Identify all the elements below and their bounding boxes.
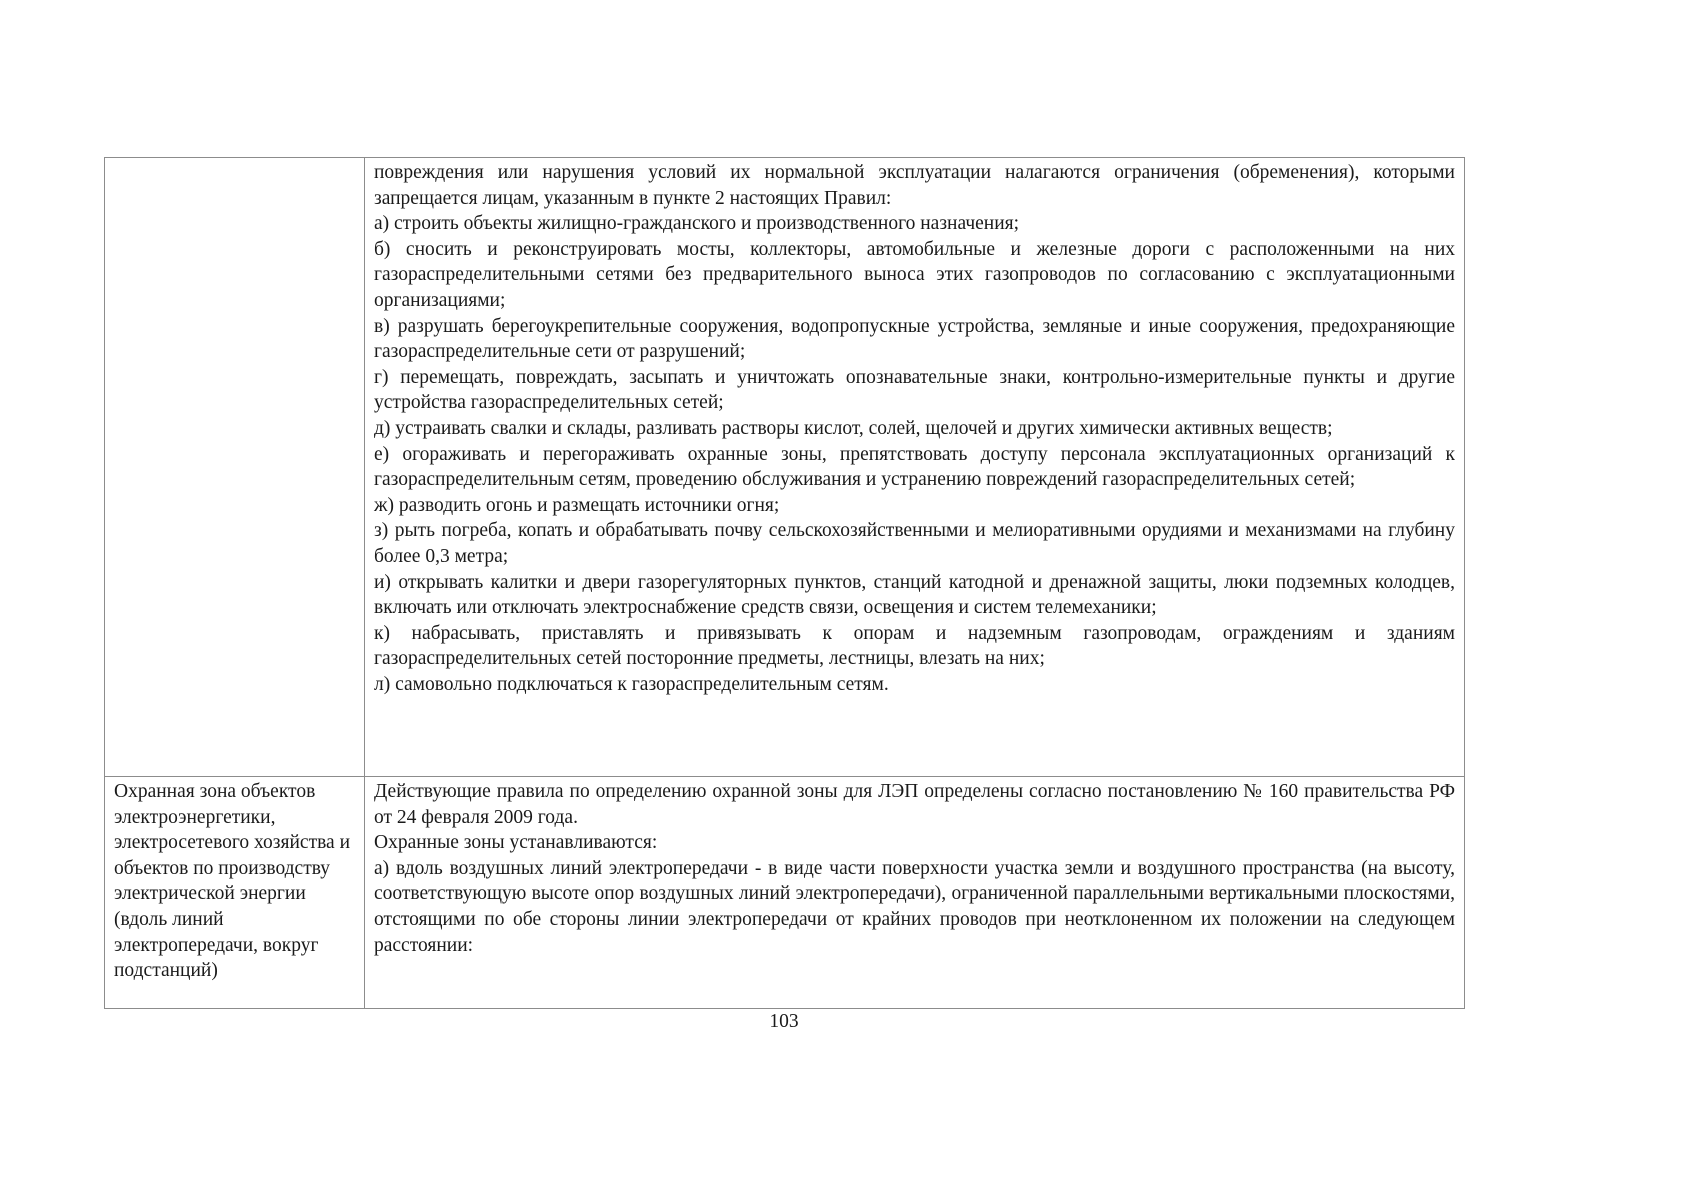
zone-name-cell bbox=[105, 158, 365, 777]
list-item: д) устраивать свалки и склады, разливать растворы кислот, солей, щелочей и других химически активных веществ; bbox=[374, 417, 1333, 439]
paragraph: повреждения или нарушения условий их нормальной эксплуатации налагаются ограничения (обременения), которыми запрещается лицам, указанным в пункте 2 настоящих Правил: bbox=[374, 162, 1455, 209]
zone-description-cell bbox=[365, 777, 1465, 1009]
list-item: г) перемещать, повреждать, засыпать и уничтожать опознавательные знаки, контрольно-измерительные пункты и другие устройства газораспределительных сетей; bbox=[374, 366, 1455, 414]
list-item: е) огораживать и перегораживать охранные зоны, препятствовать доступу персонала эксплуатационных организаций к газораспределительным сетям, проведению обслуживания и устранению повреждений газораспределительных сетей; bbox=[374, 443, 1455, 491]
list-item: б) сносить и реконструировать мосты, коллекторы, автомобильные и железные дороги с расположенными на них газораспределительными сетями без предварительного выноса этих газопроводов по согласованию с эксплуатационными организациями; bbox=[374, 238, 1455, 311]
table-row bbox=[105, 777, 1465, 1009]
list-item: а) вдоль воздушных линий электропередачи - в виде части поверхности участка земли и воздушного пространства (на высоту, соответствующую высоте опор воздушных линий электропередачи), ограниченной параллельными вертикальными плоскостями, отстоящими по обе стороны линии электропередачи от крайних проводов при неотклоненном их положении на следующем расстоянии: bbox=[374, 857, 1455, 956]
list-item: л) самовольно подключаться к газораспределительным сетям. bbox=[374, 673, 889, 695]
zone-description-cell bbox=[365, 158, 1465, 777]
list-item: в) разрушать берегоукрепительные сооружения, водопропускные устройства, земляные и иные сооружения, предохраняющие газораспределительные сети от разрушений; bbox=[374, 315, 1455, 363]
paragraph: Действующие правила по определению охранной зоны для ЛЭП определены согласно постановлению № 160 правительства РФ от 24 февраля 2009 года. bbox=[374, 781, 1455, 828]
zone-name-cell: Охранная зона объектов электроэнергетики, электросетевого хозяйства и объектов по производству электрической энергии (вдоль линий электропередачи, вокруг подстанций) bbox=[105, 777, 365, 1009]
document-table bbox=[104, 157, 1465, 1009]
list-item: з) рыть погреба, копать и обрабатывать почву сельскохозяйственными и мелиоративными орудиями и механизмами на глубину более 0,3 метра; bbox=[374, 520, 1455, 567]
list-item: а) строить объекты жилищно-гражданского и производственного назначения; bbox=[374, 213, 1020, 235]
paragraph: Охранные зоны устанавливаются: bbox=[374, 832, 658, 854]
page-number: 103 bbox=[769, 1011, 799, 1032]
list-item: и) открывать калитки и двери газорегуляторных пунктов, станций катодной и дренажной защиты, люки подземных колодцев, включать или отключать электроснабжение средств связи, освещения и систем телемеханики; bbox=[374, 571, 1455, 619]
list-item: ж) разводить огонь и размещать источники огня; bbox=[374, 494, 780, 516]
table-row bbox=[105, 158, 1465, 777]
list-item: к) набрасывать, приставлять и привязывать к опорам и надземным газопроводам, ограждениям и зданиям газораспределительных сетей посторонние предметы, лестницы, влезать на них; bbox=[374, 622, 1455, 670]
